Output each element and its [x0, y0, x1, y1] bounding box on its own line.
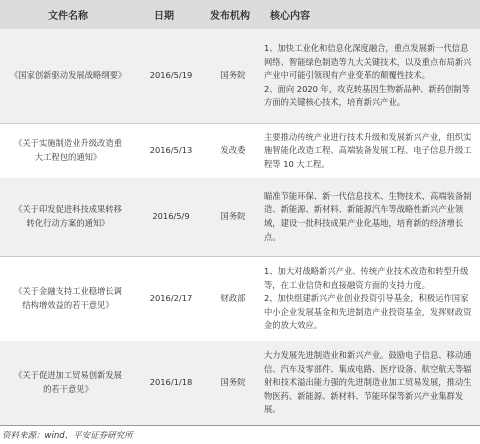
header-org: 发布机构	[206, 0, 260, 29]
core-paragraph: 2、面向 2020 年，攻克转基因生物新品种、新药创制等方面的关键核心技术，培育新兴产业。	[264, 83, 470, 108]
header-date: 日期	[136, 0, 206, 29]
bottom-divider	[0, 425, 480, 426]
core-paragraph: 瞄准节能环保、新一代信息技术、生物技术、高端装备制造、新能源、新材料、新能源汽车等战略性新兴产业领域，建设一批科技成果产业化基地，培育新的经济增长点。	[264, 190, 472, 242]
header-core-content: 核心内容	[260, 0, 480, 29]
table-row	[0, 341, 480, 425]
core-content-cell	[260, 257, 480, 342]
core-paragraph: 主要推动传统产业进行技术升级和发展新兴产业，组织实施智能化改造工程、高端装备发展工程、电子信息升级工程等 10 大工程。	[264, 131, 472, 169]
org-cell: 发改委	[206, 124, 260, 179]
core-content-cell	[260, 341, 480, 425]
date-cell: 2016/5/13	[136, 124, 206, 179]
org-cell: 国务院	[206, 29, 260, 124]
org-cell: 国务院	[206, 341, 260, 425]
org-cell: 国务院	[206, 178, 260, 257]
table-row	[0, 29, 480, 124]
doc-name-cell: 《关于促进加工贸易创新发展的若干意见》	[0, 341, 136, 425]
source-note: 资料来源：wind、平安证券研究所	[2, 431, 133, 441]
header-doc-name: 文件名称	[0, 0, 136, 29]
doc-name-cell: 《关于金融支持工业稳增长调结构增效益的若干意见》	[0, 257, 136, 342]
doc-name-cell: 《关于印发促进科技成果转移转化行动方案的通知》	[0, 178, 136, 257]
date-cell: 2016/1/18	[136, 341, 206, 425]
doc-name-cell: 《国家创新驱动发展战略纲要》	[0, 29, 136, 124]
core-content-cell	[260, 178, 480, 257]
date-cell: 2016/5/9	[136, 178, 206, 257]
core-content-cell	[260, 29, 480, 124]
table-row	[0, 124, 480, 179]
core-paragraph: 1、加大对战略新兴产业、传统产业技术改造和转型升级等，在工业信贷和直接融资方面的支持力度。	[264, 266, 469, 290]
table-row	[0, 257, 480, 342]
core-content-cell	[260, 124, 480, 179]
table-header-row	[0, 0, 480, 29]
date-cell: 2016/2/17	[136, 257, 206, 342]
core-paragraph: 大力发展先进制造业和新兴产业。鼓励电子信息、移动通信、汽车及零部件、集成电路、医疗设备、航空航天等辐射和技术溢出能力强的先进制造业加工贸易发展，推动生物医药、新能源、新材料、节能环保等新兴产业集群发展。	[264, 350, 472, 415]
core-paragraph: 2、加快组建新兴产业创业投资引导基金，积极运作国家中小企业发展基金和先进制造产业投资基金，发挥财政资金的放大效应。	[264, 293, 472, 331]
core-paragraph: 1、加快工业化和信息化深度融合，重点发展新一代信息网络、智能绿色制造等九大关键技术，以及重点布局新兴产业中可能引领现有产业变革的颠覆性技术。	[264, 43, 472, 81]
org-cell: 财政部	[206, 257, 260, 342]
table-row	[0, 178, 480, 257]
date-cell: 2016/5/19	[136, 29, 206, 124]
doc-name-cell: 《关于实施制造业升级改造重大工程包的通知》	[0, 124, 136, 179]
